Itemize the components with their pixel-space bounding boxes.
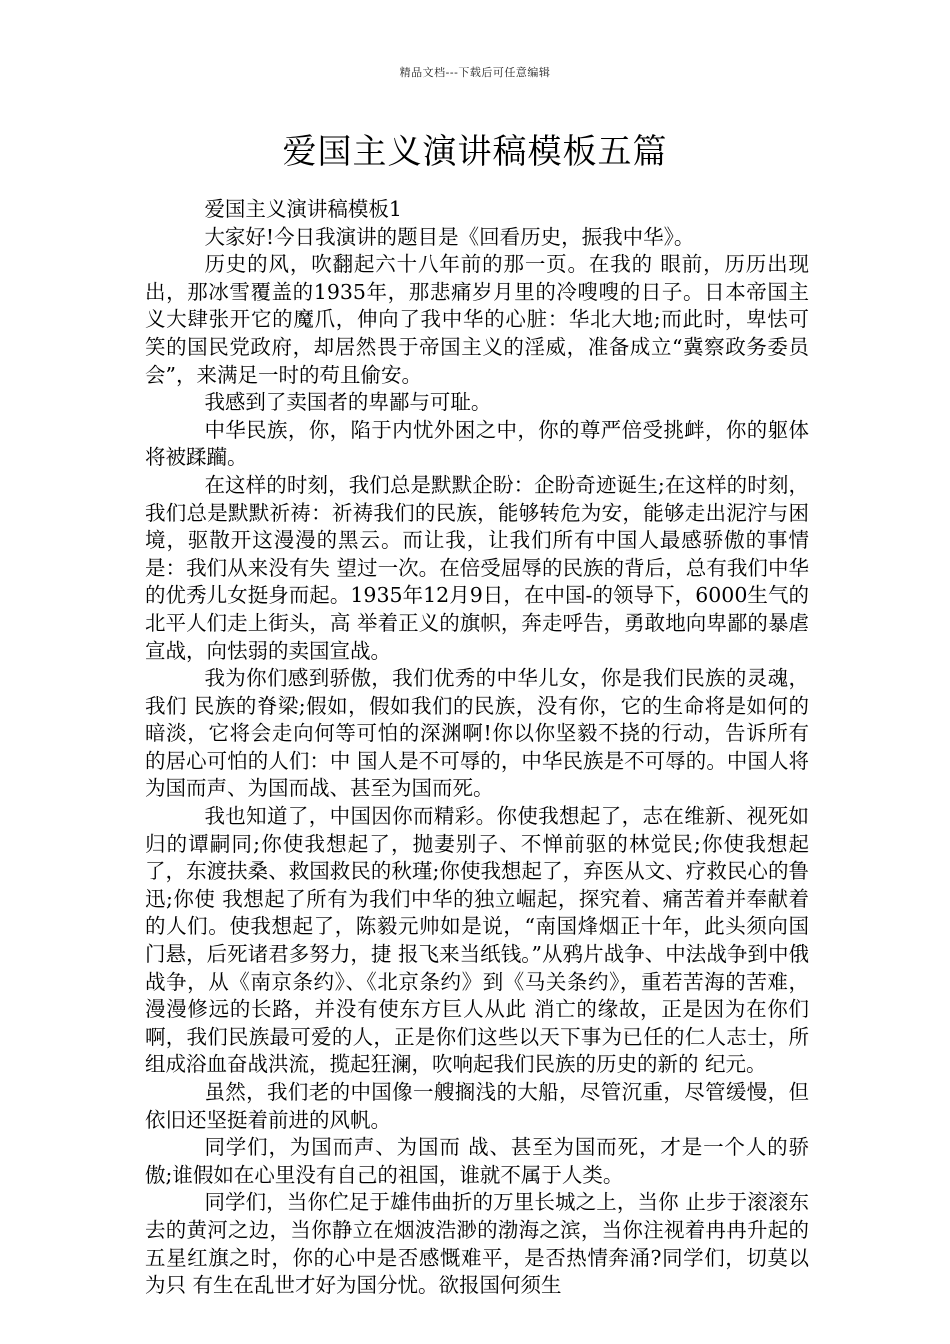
paragraph: 同学们，当你伫足于雄伟曲折的万里长城之上，当你 止步于滚滚东去的黄河之边，当你静立在烟波浩渺的渤海之滨，当你注视着冉冉升起的五星红旗之时，你的心中是否感慨难平，是否热情奔涌?同学们，切莫以为只 有生在乱世才好为国分忧。欲报国何须生 [145,1190,809,1298]
paragraph: 我感到了卖国者的卑鄙与可耻。 [204,390,492,415]
paragraph: 在这样的时刻，我们总是默默企盼：企盼奇迹诞生;在这样的时刻， 我们总是默默祈祷：祈祷我们的民族，能够转危为安，能够走出泥泞与困境，驱散开这漫漫的黑云。而让我，让我们所有中国人最感骄傲的事情是：我们从来没有失 望过一次。在倍受屈辱的民族的背后，总有我们中华的优秀儿女挺身而起。1935年12月9日，在中国-的领导下，6000生气的北平人们走上街头，高 举着正义的旗帜，奔走呼告，勇敢地向卑鄙的暴虐宣战，向怯弱的卖国宣战。 [145,472,809,663]
paragraph: 我也知道了，中国因你而精彩。你使我想起了，志在维新、视死如归的谭嗣同;你使我想起了，抛妻别子、不惮前驱的林觉民;你使我想起了，东渡扶桑、救国救民的秋瑾;你使我想起了，弃医从文、疗救民心的鲁迅;你使 我想起了所有为我们中华的独立崛起，探究着、痛苦着并奉献着的人们。使我想起了，陈毅元帅如是说，“南国烽烟正十年，此头须向国门悬，后死诸君多努力，捷 报飞来当纸钱。”从鸦片战争、中法战争到中俄战争，从《南京条约》、《北京条约》到《马关条约》，重若苦海的苦难，漫漫修远的长路，并没有使东方巨人从此 消亡的缘故，正是因为在你们啊，我们民族最可爱的人，正是你们这些以天下事为已任的仁人志士，所组成浴血奋战洪流，揽起狂澜，吹响起我们民族的历史的新的 纪元。 [145,804,809,1077]
paragraph-greeting: 大家好!今日我演讲的题目是《回看历史，振我中华》。 [204,224,695,249]
paragraph: 虽然，我们老的中国像一艘搁浅的大船，尽管沉重，尽管缓慢，但依旧还坚挺着前进的风帆。 [145,1080,809,1132]
document-title: 爱国主义演讲稿模板五篇 [282,132,668,172]
running-header: 精品文档---下载后可任意编辑 [399,66,551,79]
document-body [145,196,809,1300]
paragraph: 中华民族，你，陷于内忧外困之中，你的尊严倍受挑衅，你的躯体将被蹂躏。 [145,417,809,470]
paragraph-subheading: 爱国主义演讲稿模板1 [204,197,402,221]
paragraph: 历史的风，吹翻起六十八年前的那一页。在我的 眼前，历历出现出，那冰雪覆盖的1935年，那悲痛岁月里的冷嗖嗖的日子。日本帝国主义大肆张开它的魔爪，伸向了我中华的心脏：华北大地;而此时，卑怯可 笑的国民党政府，却居然畏于帝国主义的淫威，准备成立“冀察政务委员会”，来满足一时的苟且偷安。 [145,252,809,387]
paragraph: 同学们，为国而声、为国而 战、甚至为国而死，才是一个人的骄傲;谁假如在心里没有自己的祖国，谁就不属于人类。 [145,1135,809,1187]
paragraph: 我为你们感到骄傲，我们优秀的中华儿女，你是我们民族的灵魂，我们 民族的脊梁;假如，假如我们的民族，没有你，它的生命将是如何的暗淡，它将会走向何等可怕的深渊啊!你以你坚毅不挠的行动，告诉所有的居心可怕的人们：中 国人是不可辱的，中华民族是不可辱的。中国人将为国而声、为国而战、甚至为国而死。 [145,666,809,801]
